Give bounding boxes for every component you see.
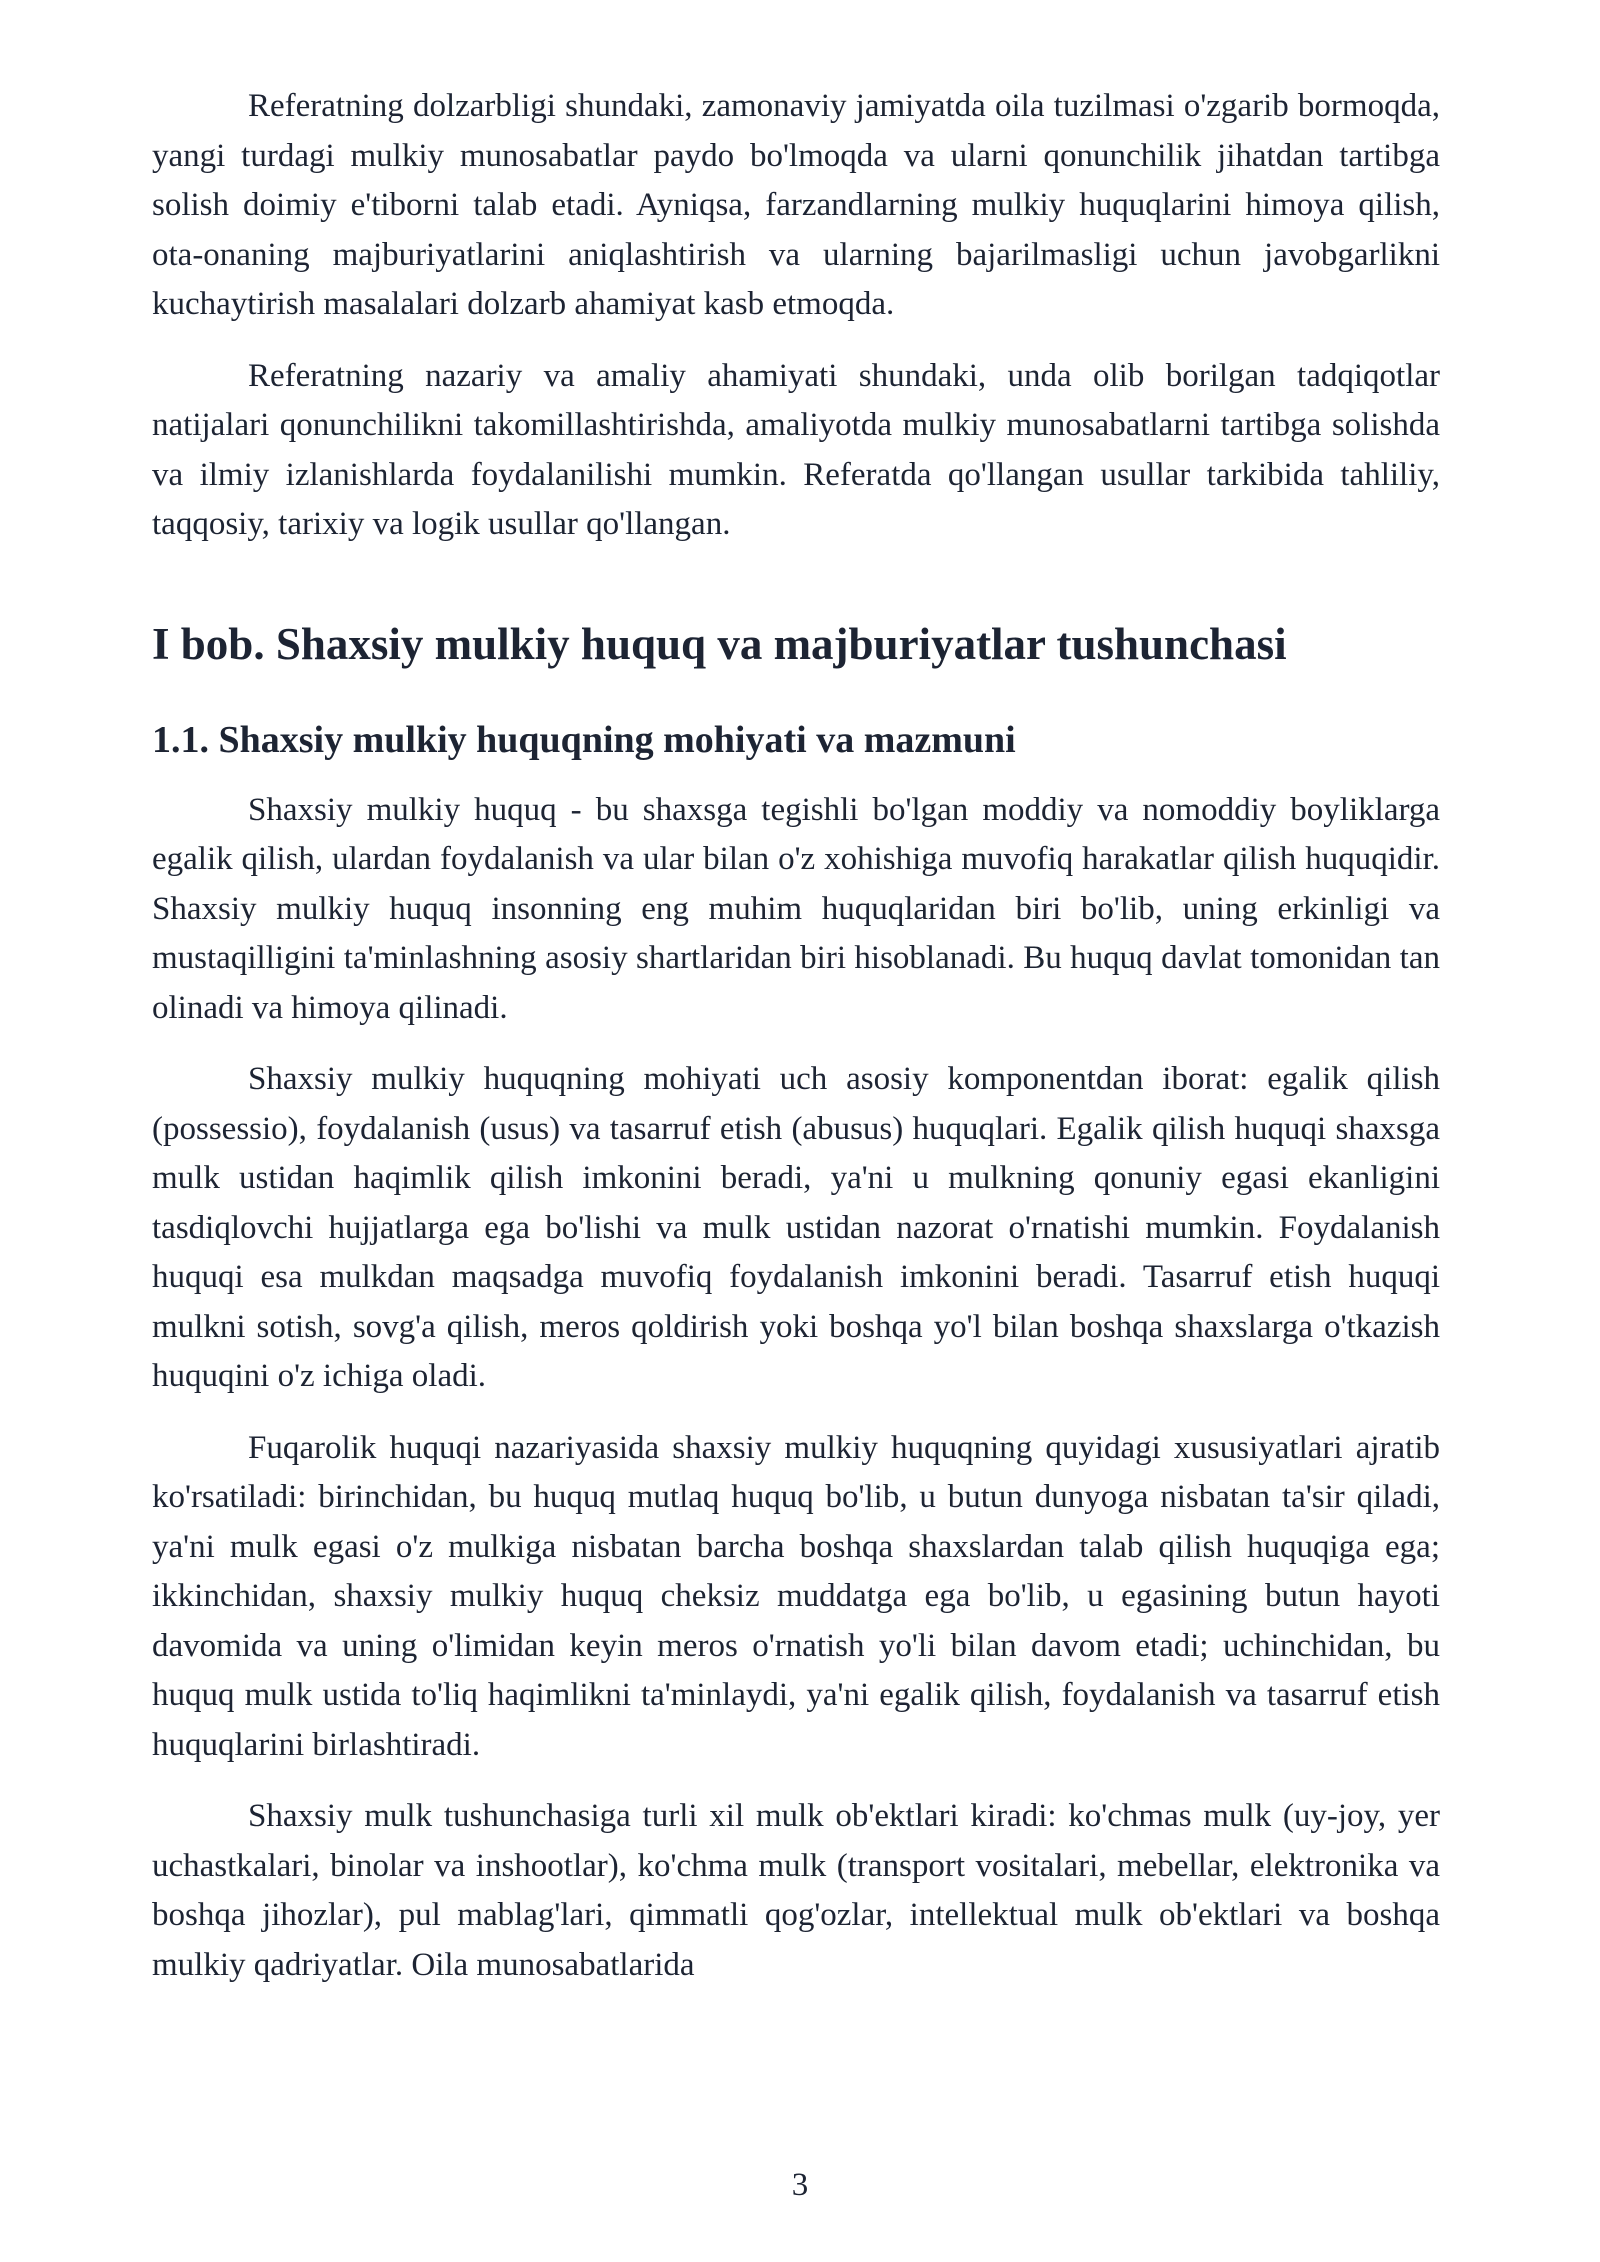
paragraph-features: Fuqarolik huquqi nazariyasida shaxsiy mulkiy huquqning quyidagi xususiyatlari ajratib ko'rsatiladi: birinchidan, bu huquq mutlaq huquq bo'lib, u butun dunyoga nisbatan ta'sir qiladi, ya'ni mulk egasi o'z mulkiga nisbatan barcha boshqa shaxslardan talab qilish huquqiga ega; ikkinchidan, shaxsiy mulkiy huquq cheksiz muddatga ega bo'lib, u egasining butun hayoti davomida va uning o'limidan keyin meros o'rnatish yo'li bilan davom etadi; uchinchidan, bu huquq mulk ustida to'liq haqimlikni ta'minlaydi, ya'ni egalik qilish, foydalanish va tasarruf etish huquqlarini birlashtiradi.	[152, 1429, 1440, 1763]
chapter-title: I bob. Shaxsiy mulkiy huquq va majburiyatlar tushunchasi	[152, 618, 1287, 669]
paragraph-significance: Referatning nazariy va amaliy ahamiyati shundaki, unda olib borilgan tadqiqotlar natijalari qonunchilikni takomillashtirishda, amaliyotda mulkiy munosabatlarni tartibga solishda va ilmiy izlanishlarda foydalanilishi mumkin. Referatda qo'llangan usullar tarkibida tahliliy, taqqosiy, tarixiy va logik usullar qo'llangan.	[152, 357, 1440, 542]
page-body	[152, 82, 1440, 1990]
paragraph-relevance: Referatning dolzarbligi shundaki, zamonaviy jamiyatda oila tuzilmasi o'zgarib bormoqda, yangi turdagi mulkiy munosabatlar paydo bo'lmoqda va ularni qonunchilik jihatdan tartibga solish doimiy e'tiborni talab etadi. Ayniqsa, farzandlarning mulkiy huquqlarini himoya qilish, ota-onaning majburiyatlarini aniqlashtirish va ularning bajarilmasligi uchun javobgarlikni kuchaytirish masalalari dolzarb ahamiyat kasb etmoqda.	[152, 88, 1440, 322]
section-title: 1.1. Shaxsiy mulkiy huquqning mohiyati va mazmuni	[152, 718, 1016, 761]
paragraph-definition: Shaxsiy mulkiy huquq - bu shaxsga tegishli bo'lgan moddiy va nomoddiy boyliklarga egalik qilish, ulardan foydalanish va ular bilan o'z xohishiga muvofiq harakatlar qilish huquqidir. Shaxsiy mulkiy huquq insonning eng muhim huquqlaridan biri bo'lib, uning erkinligi va mustaqilligini ta'minlashning asosiy shartlaridan biri hisoblanadi. Bu huquq davlat tomonidan tan olinadi va himoya qilinadi.	[152, 791, 1440, 1026]
paragraph-components: Shaxsiy mulkiy huquqning mohiyati uch asosiy komponentdan iborat: egalik qilish (possessio), foydalanish (usus) va tasarruf etish (abusus) huquqlari. Egalik qilish huquqi shaxsga mulk ustidan haqimlik qilish imkonini beradi, ya'ni u mulkning qonuniy egasi ekanligini tasdiqlovchi hujjatlarga ega bo'lishi va mulk ustidan nazorat o'rnatishi mumkin. Foydalanish huquqi esa mulkdan maqsadga muvofiq foydalanish imkonini beradi. Tasarruf etish huquqi mulkni sotish, sovg'a qilish, meros qoldirish yoki boshqa yo'l bilan boshqa shaxslarga o'tkazish huquqini o'z ichiga oladi.	[152, 1061, 1440, 1394]
page-number: 3	[791, 2167, 809, 2203]
paragraph-objects: Shaxsiy mulk tushunchasiga turli xil mulk ob'ektlari kiradi: ko'chmas mulk (uy-joy, yer uchastkalari, binolar va inshootlar), ko'chma mulk (transport vositalari, mebellar, elektronika va boshqa jihozlar), pul mablag'lari, qimmatli qog'ozlar, intellektual mulk ob'ektlari va boshqa mulkiy qadriyatlar. Oila munosabatlarida	[152, 1798, 1440, 1983]
